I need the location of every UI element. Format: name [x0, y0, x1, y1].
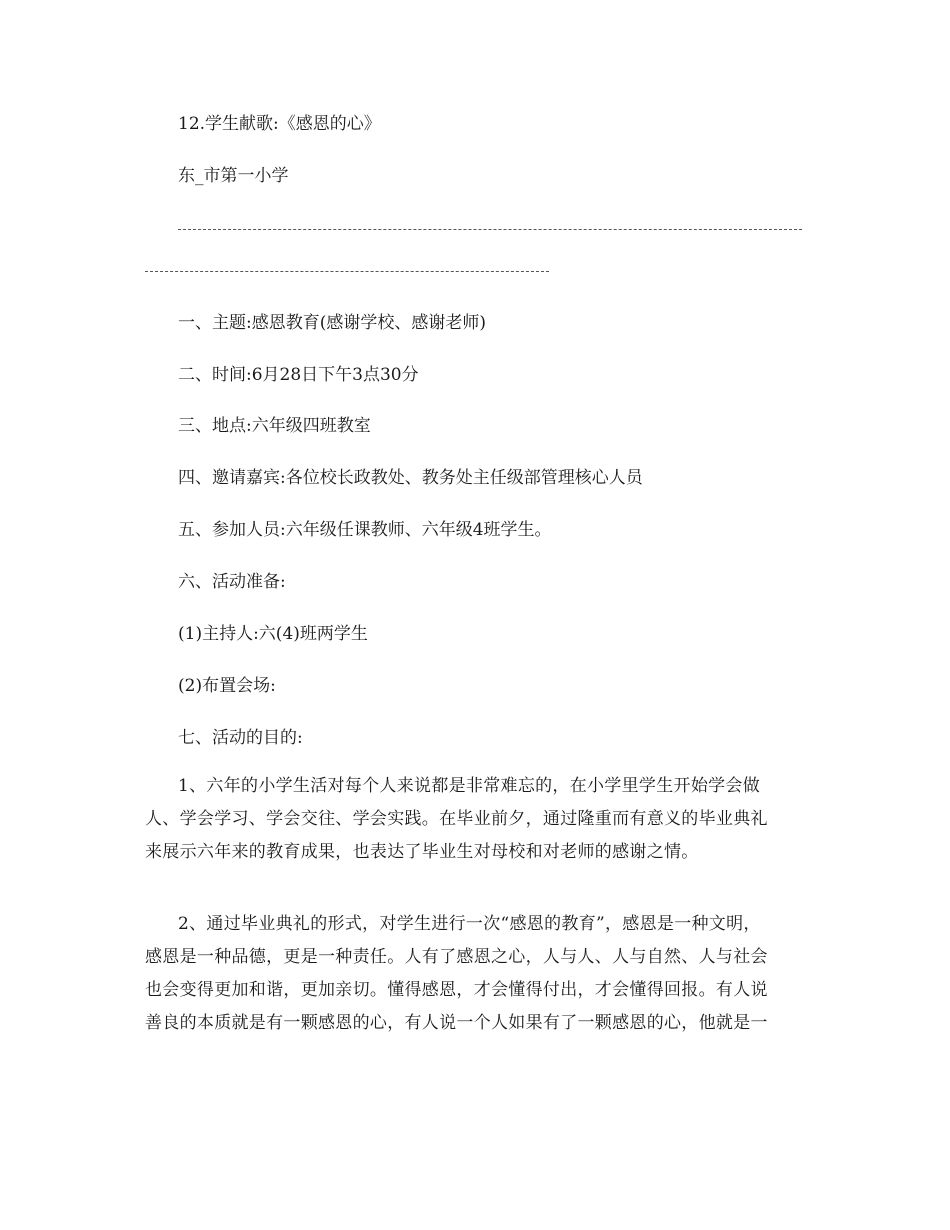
purpose-2-line-1: 2、通过毕业典礼的形式，对学生进行一次“感恩的教育”，感恩是一种文明，: [178, 914, 761, 934]
separator-line-2: [145, 271, 549, 272]
purpose-1-line-2: 人、学会学习、学会交往、学会实践。在毕业前夕，通过隆重而有意义的毕业典礼: [145, 809, 768, 829]
school-name: 东_市第一小学: [178, 166, 289, 186]
plan-prep-item-1: (1)主持人:六(4)班两学生: [178, 624, 368, 644]
purpose-2-line-4: 善良的本质就是有一颗感恩的心，有人说一个人如果有了一颗感恩的心，他就是一: [145, 1013, 768, 1033]
plan-time: 二、时间:6月28日下午3点30分: [178, 365, 419, 385]
purpose-paragraph-1: [145, 770, 810, 869]
separator-line-1: [178, 229, 802, 230]
purpose-paragraph-2: [145, 908, 810, 1040]
plan-purpose-heading: 七、活动的目的:: [178, 728, 303, 748]
program-item: 12.学生献歌:《感恩的心》: [178, 114, 381, 134]
plan-guests: 四、邀请嘉宾:各位校长政教处、教务处主任级部管理核心人员: [178, 468, 643, 488]
purpose-2-line-3: 也会变得更加和谐，更加亲切。懂得感恩，才会懂得付出，才会懂得回报。有人说: [145, 980, 768, 1000]
purpose-1-line-1: 1、六年的小学生活对每个人来说都是非常难忘的，在小学里学生开始学会做: [178, 776, 761, 796]
purpose-1-line-3: 来展示六年来的教育成果，也表达了毕业生对母校和对老师的感谢之情。: [145, 842, 699, 862]
plan-participants: 五、参加人员:六年级任课教师、六年级4班学生。: [178, 520, 552, 540]
plan-theme: 一、主题:感恩教育(感谢学校、感谢老师): [178, 313, 486, 333]
plan-place: 三、地点:六年级四班教室: [178, 416, 371, 436]
plan-prep-heading: 六、活动准备:: [178, 572, 286, 592]
plan-prep-item-2: (2)布置会场:: [178, 676, 276, 696]
purpose-2-line-2: 感恩是一种品德，更是一种责任。人有了感恩之心，人与人、人与自然、人与社会: [145, 947, 768, 967]
